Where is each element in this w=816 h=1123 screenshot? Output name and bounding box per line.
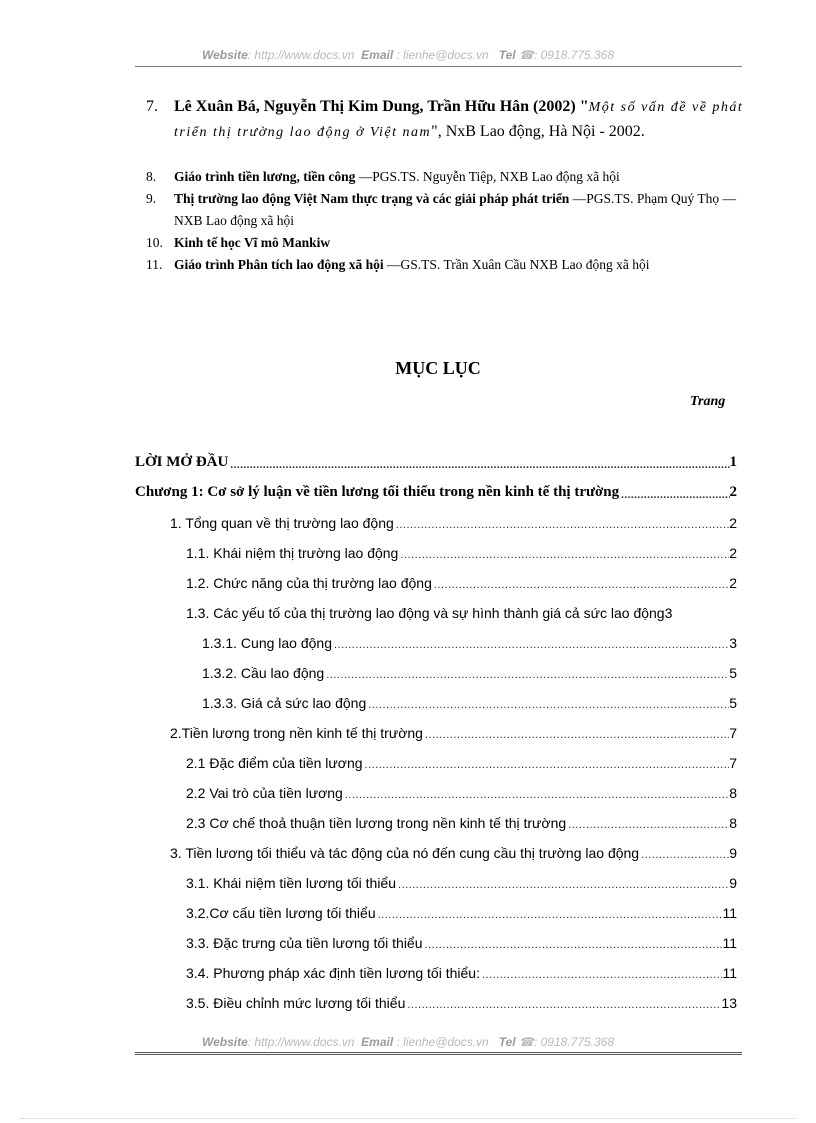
toc-entry[interactable] [186,747,737,771]
toc-entry-text: 3.4. Phương pháp xác định tiền lương tối thiểu: [186,965,480,981]
toc-leader [376,909,723,921]
toc-leader [432,579,729,591]
toc-leader [366,699,729,711]
toc-entry[interactable] [170,837,737,861]
toc-entry[interactable] [186,927,737,951]
toc-entry[interactable] [170,717,737,741]
reference-title: Giáo trình tiền lương, tiền công [174,169,356,184]
toc-entry[interactable] [202,687,737,711]
toc-entry-page: 9 [729,875,737,891]
toc-entry[interactable] [186,567,737,591]
toc-entry[interactable] [135,447,737,471]
phone-icon: ☎ [519,1035,534,1049]
toc-entry[interactable] [186,807,737,831]
tel-label: Tel [498,1035,516,1049]
toc-entry-text: 1.3. Các yếu tố của thị trường lao động và sự hình thành giá cả sức lao động [186,605,665,621]
toc-entry[interactable] [202,657,737,681]
toc-leader [394,519,729,531]
reference-title: Một số vấn đề về phát triển thị trường lao động ở Việt nam [174,100,744,140]
website-label: Website [201,1035,248,1049]
toc-leader [363,759,730,771]
toc-entry-text: 3. Tiền lương tối thiểu và tác động của nó đến cung cầu thị trường lao động [170,845,640,861]
header-divider [135,66,742,67]
toc-entry-text: 3.2.Cơ cấu tiền lương tối thiểu [186,905,376,921]
toc-entry-text: LỜI MỞ ĐẦU [135,454,229,470]
email-value: : lienhe@docs.vn [396,48,489,62]
reference-number: 8. [146,169,157,184]
reference-item-10 [146,232,746,254]
toc-entry-text: Chương 1: Cơ sở lý luận về tiền lương tối thiểu trong nền kinh tế thị trường [135,484,620,500]
toc-leader [228,459,729,471]
tel-value: : 0918.775.368 [533,1035,615,1049]
reference-number: 9. [146,191,157,206]
reference-item-11 [146,254,746,276]
toc-entry[interactable] [186,897,737,921]
toc-entry-page: 2 [729,575,737,591]
reference-title: Thị trường lao động Việt Nam thực trạng và các giải pháp phát triển [174,191,570,206]
toc-entry-page: 1 [729,454,737,470]
website-url: : http://www.docs.vn [247,48,355,62]
tel-value: : 0918.775.368 [533,48,615,62]
toc-entry[interactable] [135,477,737,501]
toc-entry-text: 1.3.1. Cung lao động [202,635,332,651]
reference-authors: Lê Xuân Bá, Nguyễn Thị Kim Dung, Trần Hữu Hân (2002) " [174,98,589,115]
reference-list [146,166,746,276]
toc-entry-page: 5 [729,665,737,681]
reference-publisher: —PGS.TS. Phạm Quý Thọ — NXB Lao động xã hội [174,191,736,228]
toc-entry-page: 2 [729,484,737,500]
toc-leader [480,969,722,981]
toc-leader [324,669,729,681]
reference-number: 11. [146,257,163,272]
toc-entry-text: 1.3.2. Cầu lao động [202,665,325,681]
toc-entry-page: 5 [729,695,737,711]
toc-entry-page: 8 [729,785,737,801]
toc-entry-page: 2 [729,545,737,561]
toc-entry-page: 2 [729,515,737,531]
toc-entry[interactable] [170,507,737,531]
toc-leader [332,639,729,651]
toc-entry-page: 11 [722,965,737,981]
toc-entry-page: 7 [729,725,737,741]
reference-publisher: —GS.TS. Trần Xuân Cầu NXB Lao động xã hội [383,257,650,272]
toc-leader [343,789,729,801]
toc-leader [423,939,723,951]
email-label: Email [361,48,394,62]
toc-entry-page: 8 [729,815,737,831]
toc-entry[interactable] [186,867,737,891]
toc-entry[interactable] [186,597,737,621]
toc-entry-text: 2.Tiền lương trong nền kinh tế thị trường [170,725,423,741]
toc-entry-page: 11 [722,905,737,921]
toc-entry-text: 3.3. Đặc trưng của tiền lương tối thiểu [186,935,423,951]
toc-entry-page: 9 [729,845,737,861]
email-label: Email [361,1035,394,1049]
toc-leader [396,879,729,891]
reference-number: 10. [146,235,163,250]
toc-entry-text: 1. Tổng quan về thị trường lao động [170,515,394,531]
phone-icon: ☎ [519,48,534,62]
toc-entry-page: 11 [722,935,737,951]
page-footer [0,1035,816,1049]
page-bottom-border [20,1118,796,1119]
toc-entry-text: 2.1 Đặc điểm của tiền lương [186,755,363,771]
page-header [0,48,816,62]
reference-number: 7. [146,98,158,115]
toc-entry[interactable] [186,957,737,981]
toc-leader [619,489,729,501]
toc-entry-text: 2.2 Vai trò của tiền lương [186,785,343,801]
reference-item-8 [146,166,746,188]
website-url: : http://www.docs.vn [247,1035,355,1049]
toc-entry-text: 3.1. Khái niệm tiền lương tối thiểu [186,875,397,891]
toc-entry-page: 13 [721,995,737,1011]
toc-entry-page: 3 [729,635,737,651]
toc-entry[interactable] [186,777,737,801]
toc-entry-page: 3 [664,605,673,621]
reference-publisher: —PGS.TS. Nguyễn Tiệp, NXB Lao động xã hội [355,169,620,184]
toc-entry[interactable] [186,987,737,1011]
toc-leader [398,549,729,561]
tel-label: Tel [498,48,516,62]
toc-entry[interactable] [202,627,737,651]
footer-divider [135,1052,742,1055]
toc-leader [566,819,729,831]
reference-item-7 [146,95,746,145]
toc-entry-text: 3.5. Điều chỉnh mức lương tối thiểu [186,995,406,1011]
toc-leader [423,729,729,741]
reference-title: Kinh tế học Vĩ mô Mankiw [174,235,331,250]
website-label: Website [201,48,248,62]
toc-title: MỤC LỤC [395,358,481,378]
toc-leader [405,999,721,1011]
toc-entry-text: 1.1. Khái niệm thị trường lao động [186,545,399,561]
reference-item-9 [146,188,746,232]
toc-entry-page: 7 [729,755,737,771]
toc-entry-text: 2.3 Cơ chế thoả thuận tiền lương trong nền kinh tế thị trường [186,815,567,831]
reference-title: Giáo trình Phân tích lao động xã hội [174,257,384,272]
toc-entry-text: 1.2. Chức năng của thị trường lao động [186,575,432,591]
toc-entry-text: 1.3.3. Giá cả sức lao động [202,695,367,711]
email-value: : lienhe@docs.vn [396,1035,489,1049]
toc-leader [639,849,729,861]
reference-publisher: ", NxB Lao động, Hà Nội - 2002. [431,123,645,140]
toc-page-column-label: Trang [690,394,726,409]
toc-entry[interactable] [186,537,737,561]
